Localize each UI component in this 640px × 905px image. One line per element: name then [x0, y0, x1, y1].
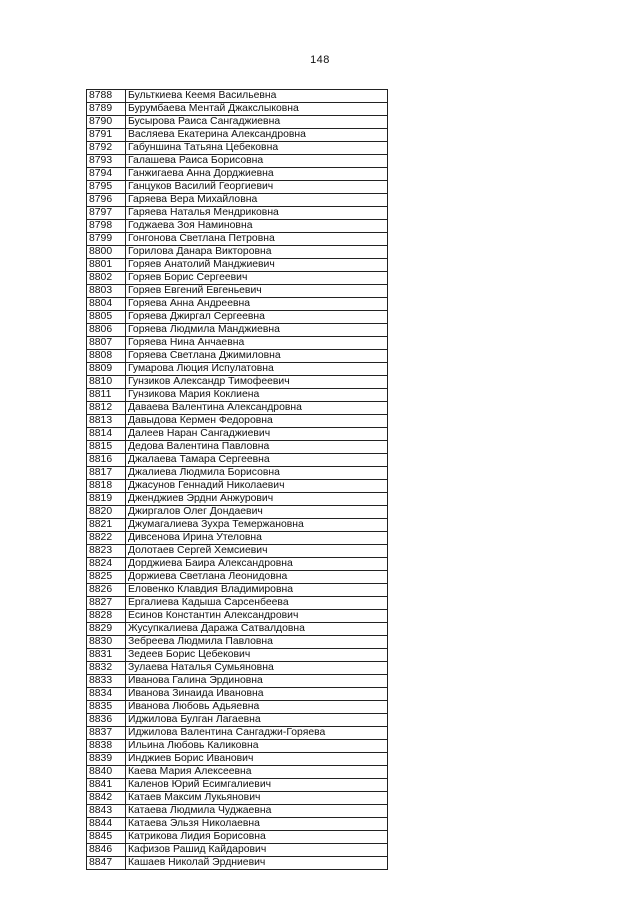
row-number: 8789 — [87, 103, 126, 116]
row-number: 8813 — [87, 415, 126, 428]
table-row — [87, 402, 388, 415]
row-number: 8795 — [87, 181, 126, 194]
person-name: Зулаева Наталья Сумьяновна — [126, 662, 388, 675]
person-name: Гаряева Наталья Мендриковна — [126, 207, 388, 220]
table-row — [87, 246, 388, 259]
row-number: 8811 — [87, 389, 126, 402]
row-number: 8845 — [87, 831, 126, 844]
table-row — [87, 298, 388, 311]
row-number: 8802 — [87, 272, 126, 285]
person-name: Горяева Нина Анчаевна — [126, 337, 388, 350]
row-number: 8801 — [87, 259, 126, 272]
person-name: Джасунов Геннадий Николаевич — [126, 480, 388, 493]
person-name: Иджилова Валентина Сангаджи-Горяева — [126, 727, 388, 740]
person-name: Горяева Людмила Манджиевна — [126, 324, 388, 337]
row-number: 8837 — [87, 727, 126, 740]
person-name: Джиргалов Олег Дондаевич — [126, 506, 388, 519]
row-number: 8800 — [87, 246, 126, 259]
table-row — [87, 259, 388, 272]
person-name: Далеев Наран Сангаджиевич — [126, 428, 388, 441]
person-name: Иванова Галина Эрдиновна — [126, 675, 388, 688]
person-name: Гунзикова Мария Коклиена — [126, 389, 388, 402]
person-name: Каева Мария Алексеевна — [126, 766, 388, 779]
table-row — [87, 545, 388, 558]
table-row — [87, 220, 388, 233]
person-name: Васляева Екатерина Александровна — [126, 129, 388, 142]
table-row — [87, 831, 388, 844]
table-row — [87, 818, 388, 831]
table-row — [87, 805, 388, 818]
table-row — [87, 649, 388, 662]
table-row — [87, 168, 388, 181]
person-name: Галашева Раиса Борисовна — [126, 155, 388, 168]
person-name: Горяев Борис Сергеевич — [126, 272, 388, 285]
table-row — [87, 506, 388, 519]
person-name: Джалиева Людмила Борисовна — [126, 467, 388, 480]
row-number: 8791 — [87, 129, 126, 142]
table-row — [87, 272, 388, 285]
row-number: 8821 — [87, 519, 126, 532]
row-number: 8830 — [87, 636, 126, 649]
table-row — [87, 428, 388, 441]
person-name: Кафизов Рашид Кайдарович — [126, 844, 388, 857]
person-name: Ильина Любовь Каликовна — [126, 740, 388, 753]
person-name: Ганцуков Василий Георгиевич — [126, 181, 388, 194]
page-number: 148 — [310, 54, 330, 66]
row-number: 8797 — [87, 207, 126, 220]
table-row — [87, 467, 388, 480]
row-number: 8803 — [87, 285, 126, 298]
person-name: Доржиева Светлана Леонидовна — [126, 571, 388, 584]
row-number: 8792 — [87, 142, 126, 155]
table-row — [87, 571, 388, 584]
row-number: 8818 — [87, 480, 126, 493]
person-name: Бурумбаева Ментай Джакслыковна — [126, 103, 388, 116]
table-body — [87, 90, 388, 870]
person-name: Жусупкалиева Даража Сатвалдовна — [126, 623, 388, 636]
table-row — [87, 142, 388, 155]
person-name: Горяева Анна Андреевна — [126, 298, 388, 311]
row-number: 8815 — [87, 441, 126, 454]
person-name: Катаева Людмила Чуджаевна — [126, 805, 388, 818]
person-name: Дивсенова Ирина Утеловна — [126, 532, 388, 545]
person-name: Гумарова Люция Испулатовна — [126, 363, 388, 376]
person-name: Горилова Данара Викторовна — [126, 246, 388, 259]
row-number: 8838 — [87, 740, 126, 753]
table-row — [87, 155, 388, 168]
table-row — [87, 363, 388, 376]
row-number: 8810 — [87, 376, 126, 389]
row-number: 8816 — [87, 454, 126, 467]
table-row — [87, 519, 388, 532]
row-number: 8807 — [87, 337, 126, 350]
row-number: 8808 — [87, 350, 126, 363]
table-row — [87, 844, 388, 857]
row-number: 8817 — [87, 467, 126, 480]
table-row — [87, 207, 388, 220]
row-number: 8812 — [87, 402, 126, 415]
row-number: 8841 — [87, 779, 126, 792]
person-name: Каленов Юрий Есимгалиевич — [126, 779, 388, 792]
row-number: 8822 — [87, 532, 126, 545]
row-number: 8823 — [87, 545, 126, 558]
table-row — [87, 558, 388, 571]
row-number: 8832 — [87, 662, 126, 675]
table-row — [87, 129, 388, 142]
person-name: Есинов Константин Александрович — [126, 610, 388, 623]
row-number: 8828 — [87, 610, 126, 623]
row-number: 8846 — [87, 844, 126, 857]
person-name: Бусырова Раиса Сангаджиевна — [126, 116, 388, 129]
person-name: Еловенко Клавдия Владимировна — [126, 584, 388, 597]
table-row — [87, 597, 388, 610]
table-row — [87, 103, 388, 116]
row-number: 8809 — [87, 363, 126, 376]
table-row — [87, 584, 388, 597]
person-name: Катаева Эльзя Николаевна — [126, 818, 388, 831]
table-row — [87, 415, 388, 428]
table-row — [87, 779, 388, 792]
person-name: Годжаева Зоя Наминовна — [126, 220, 388, 233]
person-name: Кашаев Николай Эрдниевич — [126, 857, 388, 870]
row-number: 8790 — [87, 116, 126, 129]
row-number: 8820 — [87, 506, 126, 519]
table-row — [87, 857, 388, 870]
person-name: Джалаева Тамара Сергеевна — [126, 454, 388, 467]
row-number: 8806 — [87, 324, 126, 337]
table-row — [87, 636, 388, 649]
table-row — [87, 792, 388, 805]
table-row — [87, 181, 388, 194]
table-row — [87, 337, 388, 350]
table-row — [87, 727, 388, 740]
person-name: Давыдова Кермен Федоровна — [126, 415, 388, 428]
row-number: 8827 — [87, 597, 126, 610]
person-name: Иванова Любовь Адьяевна — [126, 701, 388, 714]
table-row — [87, 688, 388, 701]
person-name: Ергалиева Кадыша Сарсенбеева — [126, 597, 388, 610]
table-row — [87, 454, 388, 467]
table-row — [87, 766, 388, 779]
table-row — [87, 753, 388, 766]
person-name: Гонгонова Светлана Петровна — [126, 233, 388, 246]
person-name: Иванова Зинаида Ивановна — [126, 688, 388, 701]
person-name: Бульткиева Кеемя Васильевна — [126, 90, 388, 103]
table-row — [87, 116, 388, 129]
row-number: 8826 — [87, 584, 126, 597]
row-number: 8814 — [87, 428, 126, 441]
row-number: 8794 — [87, 168, 126, 181]
row-number: 8798 — [87, 220, 126, 233]
table-row — [87, 610, 388, 623]
row-number: 8836 — [87, 714, 126, 727]
table-row — [87, 662, 388, 675]
table-row — [87, 701, 388, 714]
person-name: Горяев Евгений Евгеньевич — [126, 285, 388, 298]
row-number: 8839 — [87, 753, 126, 766]
table-row — [87, 350, 388, 363]
person-name: Дорджиева Баира Александровна — [126, 558, 388, 571]
row-number: 8825 — [87, 571, 126, 584]
table-row — [87, 311, 388, 324]
row-number: 8829 — [87, 623, 126, 636]
person-name: Джумагалиева Зухра Темержановна — [126, 519, 388, 532]
row-number: 8796 — [87, 194, 126, 207]
table-row — [87, 675, 388, 688]
person-name: Габуншина Татьяна Цебековна — [126, 142, 388, 155]
names-table — [86, 89, 388, 870]
person-name: Гаряева Вера Михайловна — [126, 194, 388, 207]
row-number: 8831 — [87, 649, 126, 662]
row-number: 8799 — [87, 233, 126, 246]
person-name: Горяев Анатолий Манджиевич — [126, 259, 388, 272]
row-number: 8793 — [87, 155, 126, 168]
row-number: 8835 — [87, 701, 126, 714]
person-name: Дедова Валентина Павловна — [126, 441, 388, 454]
person-name: Долотаев Сергей Хемсиевич — [126, 545, 388, 558]
row-number: 8844 — [87, 818, 126, 831]
table-row — [87, 90, 388, 103]
table-row — [87, 285, 388, 298]
table-row — [87, 233, 388, 246]
person-name: Катрикова Лидия Борисовна — [126, 831, 388, 844]
table-row — [87, 324, 388, 337]
row-number: 8804 — [87, 298, 126, 311]
row-number: 8833 — [87, 675, 126, 688]
row-number: 8819 — [87, 493, 126, 506]
table-row — [87, 493, 388, 506]
row-number: 8834 — [87, 688, 126, 701]
row-number: 8824 — [87, 558, 126, 571]
table-row — [87, 389, 388, 402]
person-name: Зебреева Людмила Павловна — [126, 636, 388, 649]
person-name: Ганжигаева Анна Дорджиевна — [126, 168, 388, 181]
row-number: 8788 — [87, 90, 126, 103]
person-name: Гунзиков Александр Тимофеевич — [126, 376, 388, 389]
person-name: Горяева Джиргал Сергеевна — [126, 311, 388, 324]
table-row — [87, 623, 388, 636]
row-number: 8842 — [87, 792, 126, 805]
person-name: Горяева Светлана Джимиловна — [126, 350, 388, 363]
person-name: Инджиев Борис Иванович — [126, 753, 388, 766]
table-row — [87, 714, 388, 727]
person-name: Даваева Валентина Александровна — [126, 402, 388, 415]
table-row — [87, 740, 388, 753]
row-number: 8847 — [87, 857, 126, 870]
table-row — [87, 532, 388, 545]
person-name: Зедеев Борис Цебекович — [126, 649, 388, 662]
row-number: 8843 — [87, 805, 126, 818]
table-row — [87, 480, 388, 493]
person-name: Дженджиев Эрдни Анжурович — [126, 493, 388, 506]
row-number: 8805 — [87, 311, 126, 324]
table-row — [87, 194, 388, 207]
person-name: Иджилова Булган Лагаевна — [126, 714, 388, 727]
person-name: Катаев Максим Лукьянович — [126, 792, 388, 805]
table-row — [87, 441, 388, 454]
table-row — [87, 376, 388, 389]
row-number: 8840 — [87, 766, 126, 779]
